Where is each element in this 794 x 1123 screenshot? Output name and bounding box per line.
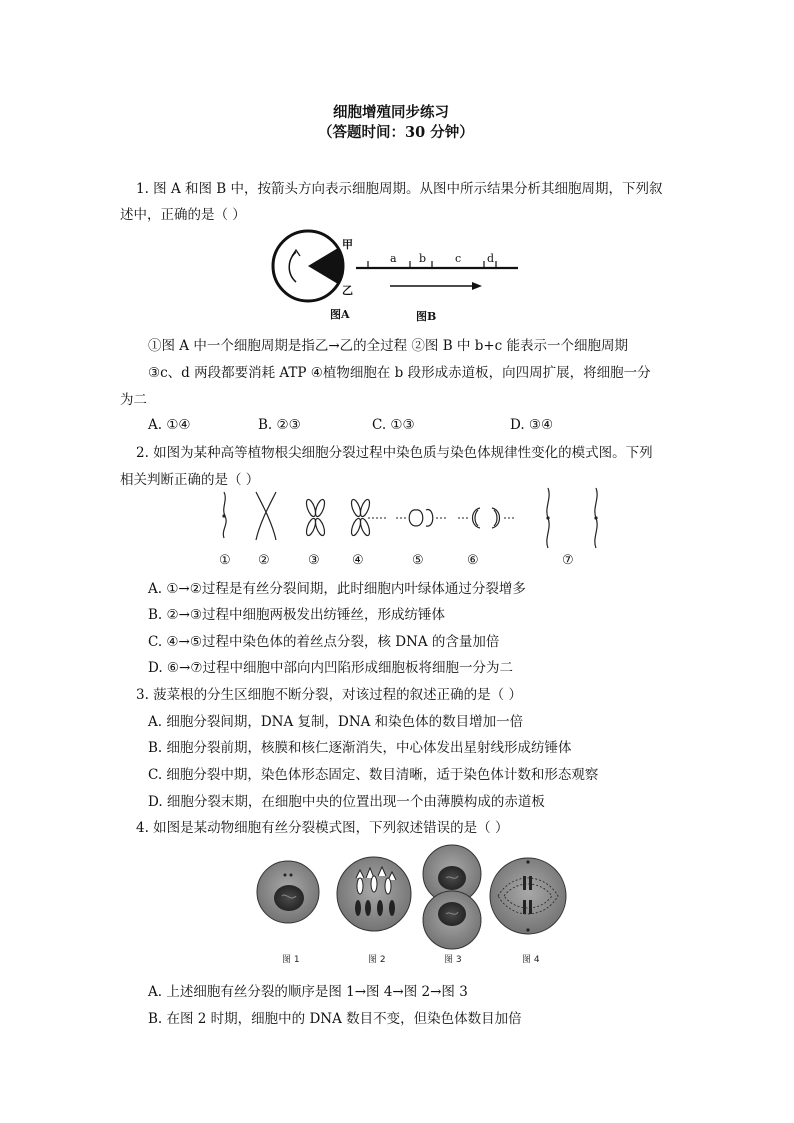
q2-label-3: ③: [308, 553, 320, 568]
q2-label-6: ⑥: [467, 553, 479, 568]
q1-option-b[interactable]: B. ②③: [258, 417, 301, 433]
q4-caption-4: 图 4: [522, 955, 540, 965]
cell-figure-4: [490, 858, 566, 934]
figA-label-jia: 甲: [342, 238, 353, 251]
q4-caption-2: 图 2: [368, 955, 386, 965]
q2-label-4: ④: [352, 553, 364, 568]
q1-option-c[interactable]: C. ①③: [372, 417, 415, 433]
q2-option-d[interactable]: D. ⑥→⑦过程中细胞中部向内凹陷形成细胞板将细胞一分为二: [148, 660, 513, 676]
figA-caption: 图A: [330, 308, 350, 321]
chromatin-7: [546, 488, 597, 548]
q2-label-1: ①: [219, 553, 231, 568]
q4-option-a[interactable]: A. 上述细胞有丝分裂的顺序是图 1→图 4→图 2→图 3: [148, 984, 468, 1000]
chromosome-5: [396, 510, 448, 527]
q2-stem-line2: 相关判断正确的是（ ）: [120, 472, 260, 488]
q2-stem-line1: 2. 如图为某种高等植物根尖细胞分裂过程中染色质与染色体规律性变化的模式图。下列: [136, 445, 653, 461]
q4-mitosis-figure: [252, 842, 572, 970]
q1-cell-cycle-figure: [268, 228, 528, 326]
q4-caption-1: 图 1: [282, 955, 300, 965]
q1-item-line1: ①图 A 中一个细胞周期是指乙→乙的全过程 ②图 B 中 b+c 能表示一个细胞周期: [148, 338, 629, 354]
q2-option-a[interactable]: A. ①→②过程是有丝分裂间期，此时细胞内叶绿体通过分裂增多: [148, 581, 526, 597]
q1-option-a[interactable]: A. ①④: [148, 417, 191, 433]
cell-figure-2: [337, 857, 411, 931]
cell-figure-3: [423, 845, 481, 949]
q4-caption-3: 图 3: [444, 955, 462, 965]
q3-stem: 3. 菠菜根的分生区细胞不断分裂，对该过程的叙述正确的是（ ）: [136, 687, 522, 703]
q1-item-line3: 为二: [120, 392, 147, 408]
figA-arc-arrow: [289, 252, 296, 282]
page-title: 细胞增殖同步练习: [333, 104, 449, 121]
q1-item-line2: ③c、d 两段都要消耗 ATP ④植物细胞在 b 段形成赤道板，向四周扩展，将细胞一分: [148, 365, 651, 381]
q1-option-d[interactable]: D. ③④: [510, 417, 554, 433]
cell-figure-1: [257, 861, 319, 923]
q2-chromosome-figure: [212, 486, 612, 568]
chromosome-6: [458, 508, 514, 528]
page-subtitle: （答题时间：30 分钟）: [318, 124, 474, 141]
figB-label-c: c: [455, 252, 462, 265]
chromosome-3: [305, 498, 327, 536]
q2-label-2: ②: [258, 553, 270, 568]
q2-option-c[interactable]: C. ④→⑤过程中染色体的着丝点分裂，核 DNA 的含量加倍: [148, 634, 500, 650]
figB-label-a: a: [390, 252, 397, 265]
q2-label-5: ⑤: [412, 553, 424, 568]
q3-option-a[interactable]: A. 细胞分裂间期，DNA 复制，DNA 和染色体的数目增加一倍: [148, 714, 524, 730]
chromatin-2: [256, 492, 276, 540]
q1-stem-line2: 述中，正确的是（ ）: [120, 207, 246, 223]
q1-stem-line1: 1. 图 A 和图 B 中，按箭头方向表示细胞周期。从图中所示结果分析其细胞周期，下列叙: [136, 181, 663, 197]
figA-sector: [308, 248, 343, 284]
chromosome-4: [350, 498, 388, 536]
figA-label-yi: 乙: [342, 284, 353, 297]
figB-label-d: d: [487, 252, 495, 265]
q3-option-b[interactable]: B. 细胞分裂前期，核膜和核仁逐渐消失，中心体发出星射线形成纺锤体: [148, 740, 572, 756]
q1-options: [148, 416, 668, 434]
q3-option-d[interactable]: D. 细胞分裂末期，在细胞中央的位置出现一个由薄膜构成的赤道板: [148, 794, 545, 810]
q2-option-b[interactable]: B. ②→③过程中细胞两极发出纺锤丝，形成纺锤体: [148, 607, 446, 623]
q4-stem: 4. 如图是某动物细胞有丝分裂模式图，下列叙述错误的是（ ）: [136, 820, 509, 836]
q2-label-7: ⑦: [562, 553, 574, 568]
q3-option-c[interactable]: C. 细胞分裂中期，染色体形态固定、数目清晰，适于染色体计数和形态观察: [148, 767, 599, 783]
q4-option-b[interactable]: B. 在图 2 时期，细胞中的 DNA 数目不变，但染色体数目加倍: [148, 1011, 522, 1027]
figB-caption: 图B: [416, 310, 437, 323]
figB-label-b: b: [419, 252, 427, 265]
